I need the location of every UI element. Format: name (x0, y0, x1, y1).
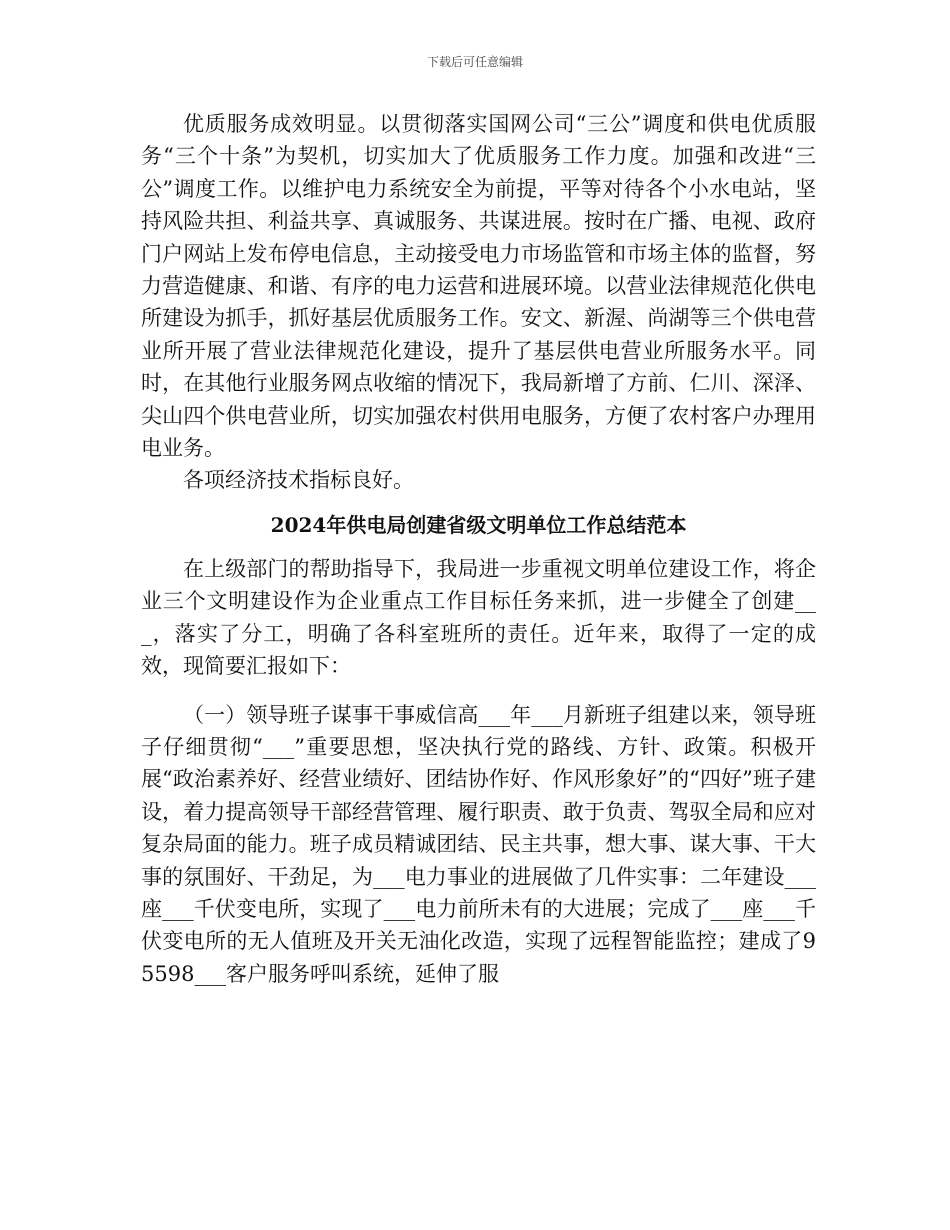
page-header: 下载后可任意编辑 (426, 55, 523, 69)
paragraph-indicators: 各项经济技术指标良好。 (183, 468, 414, 493)
document-body (141, 108, 816, 990)
paragraph-quality-service: 优质服务成效明显。以贯彻落实国网公司“三公”调度和供电优质服务“三个十条”为契机，切实加大了优质服务工作力度。加强和改进“三公”调度工作。以维护电力系统安全为前提，平等对待各个小水电站，坚持风险共担、利益共享、真诚服务、共谋进展。按时在广播、电视、政府门户网站上发布停电信息，主动接受电力市场监管和市场主体的监督，努力营造健康、和谐、有序的电力运营和进展环境。以营业法律规范化供电所建设为抓手，抓好基层优质服务工作。安文、新渥、尚湖等三个供电营业所开展了营业法律规范化建设，提升了基层供电营业所服务水平。同时，在其他行业服务网点收缩的情况下，我局新增了方前、仁川、深泽、尖山四个供电营业所，切实加强农村供用电服务，方便了农村客户办理用电业务。 (141, 112, 816, 461)
document-title: 2024年供电局创建省级文明单位工作总结范本 (270, 512, 687, 537)
paragraph-intro: 在上级部门的帮助指导下，我局进一步重视文明单位建设工作，将企业三个文明建设作为企业重点工作目标任务来抓，进一步健全了创建___，落实了分工，明确了各科室班所的责任。近年来，取得了一定的成效，现简要汇报如下： (141, 556, 816, 679)
paragraph-leadership: （一）领导班子谋事干事威信高___年___月新班子组建以来，领导班子仔细贯彻“___”重要思想，坚决执行党的路线、方针、政策。积极开展“政治素养好、经营业绩好、团结协作好、作风形象好”的“四好”班子建设，着力提高领导干部经营管理、履行职责、敢于负责、驾驭全局和应对复杂局面的能力。班子成员精诚团结、民主共事，想大事、谋大事、干大事的氛围好、干劲足，为___电力事业的进展做了几件实事：二年建设___座___千伏变电所，实现了___电力前所未有的大进展；完成了___座___千伏变电所的无人值班及开关无油化改造，实现了远程智能监控；建成了95598___客户服务呼叫系统，延伸了服 (141, 702, 816, 986)
